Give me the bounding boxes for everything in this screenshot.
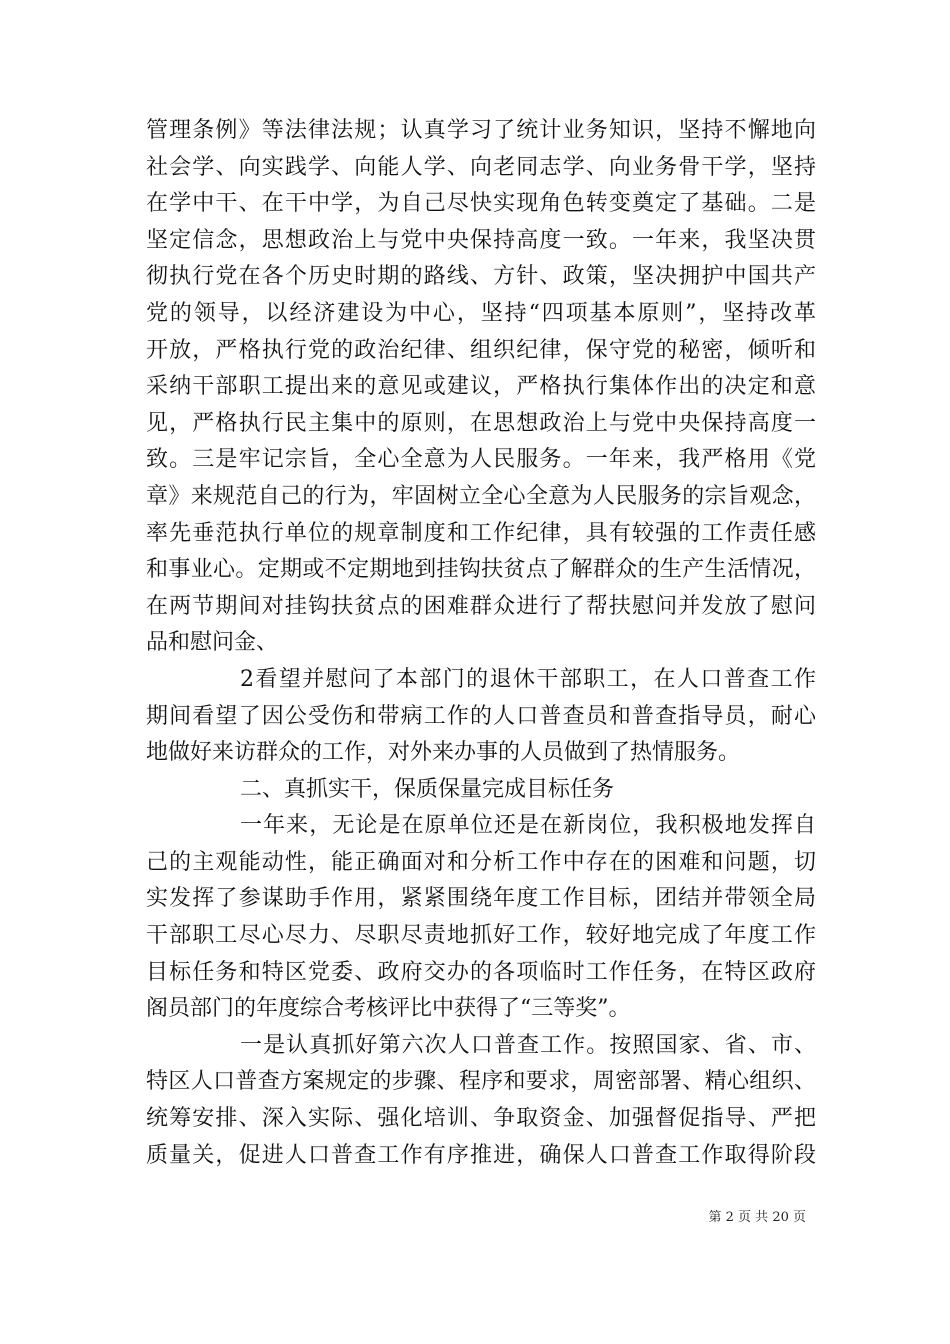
text-line: 期间看望了因公受伤和带病工作的人口普查员和普查指导员，耐心 [146,703,816,729]
text-line: 在学中干、在干中学，为自己尽快实现角色转变奠定了基础。二是 [146,191,816,217]
text-line: 干部职工尽心尽力、尽职尽责地抓好工作，较好地完成了年度工作 [146,923,816,949]
text-line: 阁员部门的年度综合考核评比中获得了“三等奖”。 [146,996,631,1022]
text-line: 地做好来访群众的工作，对外来办事的人员做到了热情服务。 [146,740,741,766]
text-line: 致。三是牢记宗旨，全心全意为人民服务。一年来，我严格用《党 [146,447,816,473]
text-line: 目标任务和特区党委、政府交办的各项临时工作任务，在特区政府 [146,959,816,985]
text-line: 党的领导，以经济建设为中心，坚持“四项基本原则”，坚持改革 [146,300,816,326]
text-line: 坚定信念，思想政治上与党中央保持高度一致。一年来，我坚决贯 [146,227,816,253]
text-line: 在两节期间对挂钩扶贫点的困难群众进行了帮扶慰问并发放了慰问 [146,593,816,619]
text-line: 采纳干部职工提出来的意见或建议，严格执行集体作出的决定和意 [146,374,816,400]
text-line: 一是认真抓好第六次人口普查工作。按照国家、省、市、 [240,1032,816,1058]
text-line: 特区人口普查方案规定的步骤、程序和要求，周密部署、精心组织、 [146,1069,816,1095]
text-line: 率先垂范执行单位的规章制度和工作纪律，具有较强的工作责任感 [146,520,816,546]
text-line: 开放，严格执行党的政治纪律、组织纪律，保守党的秘密，倾听和 [146,337,816,363]
text-line: 统筹安排、深入实际、强化培训、争取资金、加强督促指导、严把 [146,1106,816,1132]
text-line: 己的主观能动性，能正确面对和分析工作中存在的困难和问题，切 [146,849,816,875]
text-line: 2看望并慰问了本部门的退休干部职工，在人口普查工作 [240,666,816,692]
document-body [146,113,816,1174]
page-number-footer: 第 2 页 共 20 页 [708,1210,806,1225]
text-line: 章》来规范自己的行为，牢固树立全心全意为人民服务的宗旨观念， [146,483,816,509]
text-line: 一年来，无论是在原单位还是在新岗位，我积极地发挥自 [240,813,816,839]
text-line: 彻执行党在各个历史时期的路线、方针、政策，坚决拥护中国共产 [146,264,816,290]
text-line: 实发挥了参谋助手作用，紧紧围绕年度工作目标，团结并带领全局 [146,886,816,912]
section-heading: 二、真抓实干，保质保量完成目标任务 [240,776,615,802]
text-line: 品和慰问金、 [146,630,279,656]
text-line: 质量关，促进人口普查工作有序推进，确保人口普查工作取得阶段 [146,1142,816,1168]
text-line: 见，严格执行民主集中的原则，在思想政治上与党中央保持高度一 [146,410,816,436]
text-line: 社会学、向实践学、向能人学、向老同志学、向业务骨干学，坚持 [146,154,816,180]
text-line: 管理条例》等法律法规；认真学习了统计业务知识，坚持不懈地向 [146,118,816,143]
text-line: 和事业心。定期或不定期地到挂钩扶贫点了解群众的生产生活情况， [146,557,816,583]
